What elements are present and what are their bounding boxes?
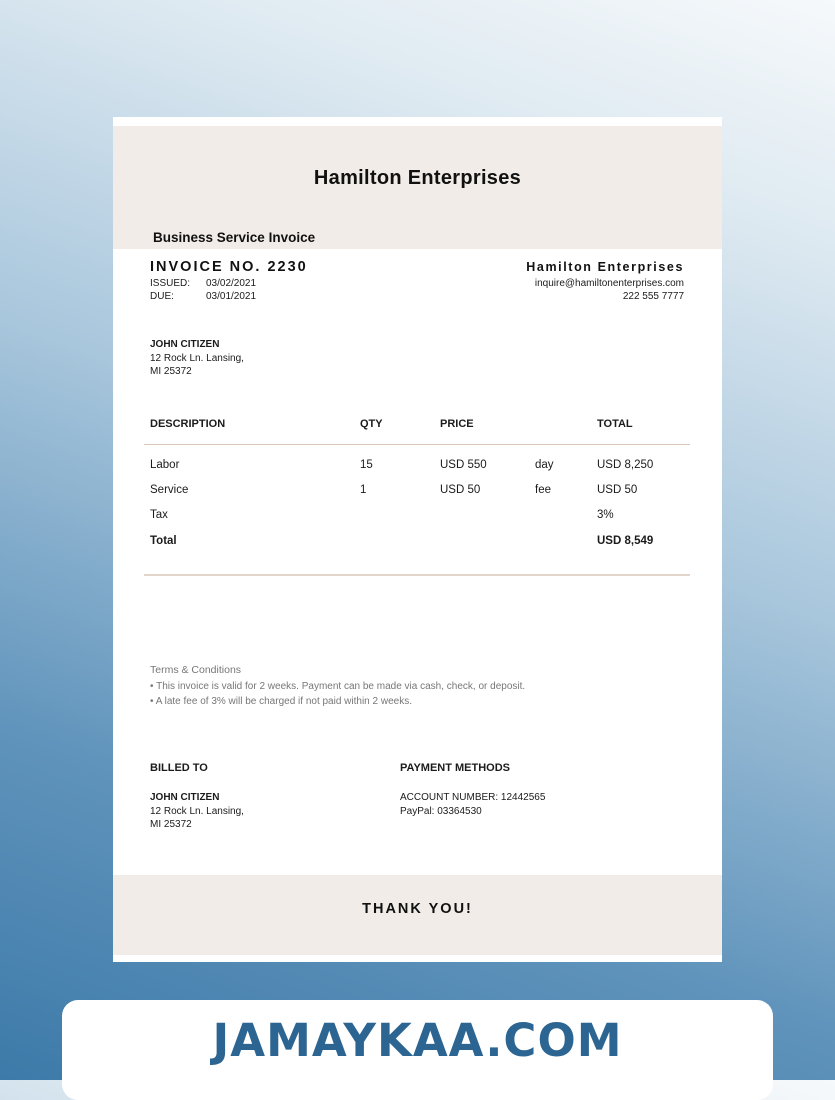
- client-name: JOHN CITIZEN: [150, 339, 220, 350]
- company-title: Hamilton Enterprises: [313, 167, 522, 189]
- terms-and-conditions: [150, 663, 525, 710]
- billed-to-heading: BILLED TO: [150, 762, 208, 774]
- tax-label: Tax: [150, 509, 168, 521]
- terms-line: • A late fee of 3% will be charged if not paid within 2 weeks.: [150, 696, 412, 707]
- billed-to-address-line-1: 12 Rock Ln. Lansing,: [150, 805, 244, 817]
- row-qty: 1: [360, 484, 367, 496]
- invoice-number: INVOICE NO. 2230: [150, 259, 308, 275]
- table-header-divider: [144, 444, 690, 445]
- due-label: DUE:: [150, 290, 174, 302]
- grand-total-label: Total: [150, 535, 177, 547]
- paypal-number: PayPal: 03364530: [400, 805, 482, 817]
- vendor-email: inquire@hamiltonenterprises.com: [534, 278, 684, 289]
- thank-you-message: THANK YOU!: [362, 901, 473, 917]
- column-header-description: DESCRIPTION: [150, 418, 226, 430]
- document-subtitle: Business Service Invoice: [153, 230, 316, 245]
- watermark-text: JAMAYKAA.COM: [212, 1014, 623, 1067]
- client-address-line-2: MI 25372: [150, 366, 192, 377]
- client-info: [150, 338, 244, 379]
- issued-label: ISSUED:: [150, 278, 191, 289]
- vendor-phone: 222 555 7777: [622, 290, 684, 302]
- invoice-dates: [150, 278, 256, 303]
- row-description: Labor: [150, 459, 180, 471]
- row-unit: day: [535, 459, 554, 471]
- terms-line: • This invoice is valid for 2 weeks. Payment can be made via cash, check, or deposit.: [150, 680, 526, 692]
- payment-methods-heading: PAYMENT METHODS: [400, 762, 511, 774]
- table-bottom-divider: [144, 574, 690, 576]
- grand-total-value: USD 8,549: [597, 535, 654, 547]
- billed-to-info: [150, 791, 244, 832]
- client-address-line-1: 12 Rock Ln. Lansing,: [150, 352, 244, 364]
- invoice-footer-band: [113, 875, 722, 955]
- billed-to-name: JOHN CITIZEN: [150, 792, 220, 803]
- row-price: USD 550: [440, 459, 487, 471]
- account-number: ACCOUNT NUMBER: 12442565: [400, 792, 546, 803]
- invoice-document: [113, 117, 722, 962]
- row-description: Service: [150, 484, 189, 496]
- watermark-banner: [62, 1000, 773, 1100]
- row-total: USD 8,250: [597, 459, 654, 471]
- due-date: 03/01/2021: [206, 290, 257, 302]
- row-total: USD 50: [597, 484, 638, 496]
- payment-methods-info: [400, 791, 545, 818]
- row-price: USD 50: [440, 484, 481, 496]
- row-unit: fee: [535, 484, 551, 496]
- column-header-price: PRICE: [440, 418, 474, 430]
- column-header-qty: QTY: [360, 418, 383, 430]
- terms-title: Terms & Conditions: [150, 664, 242, 676]
- billed-to-address-line-2: MI 25372: [150, 819, 192, 830]
- issued-date: 03/02/2021: [206, 278, 257, 289]
- tax-value: 3%: [597, 509, 614, 521]
- vendor-info: [526, 260, 684, 303]
- row-qty: 15: [360, 459, 373, 471]
- column-header-total: TOTAL: [597, 418, 633, 430]
- vendor-name: Hamilton Enterprises: [526, 260, 684, 274]
- invoice-header-band: [113, 126, 722, 249]
